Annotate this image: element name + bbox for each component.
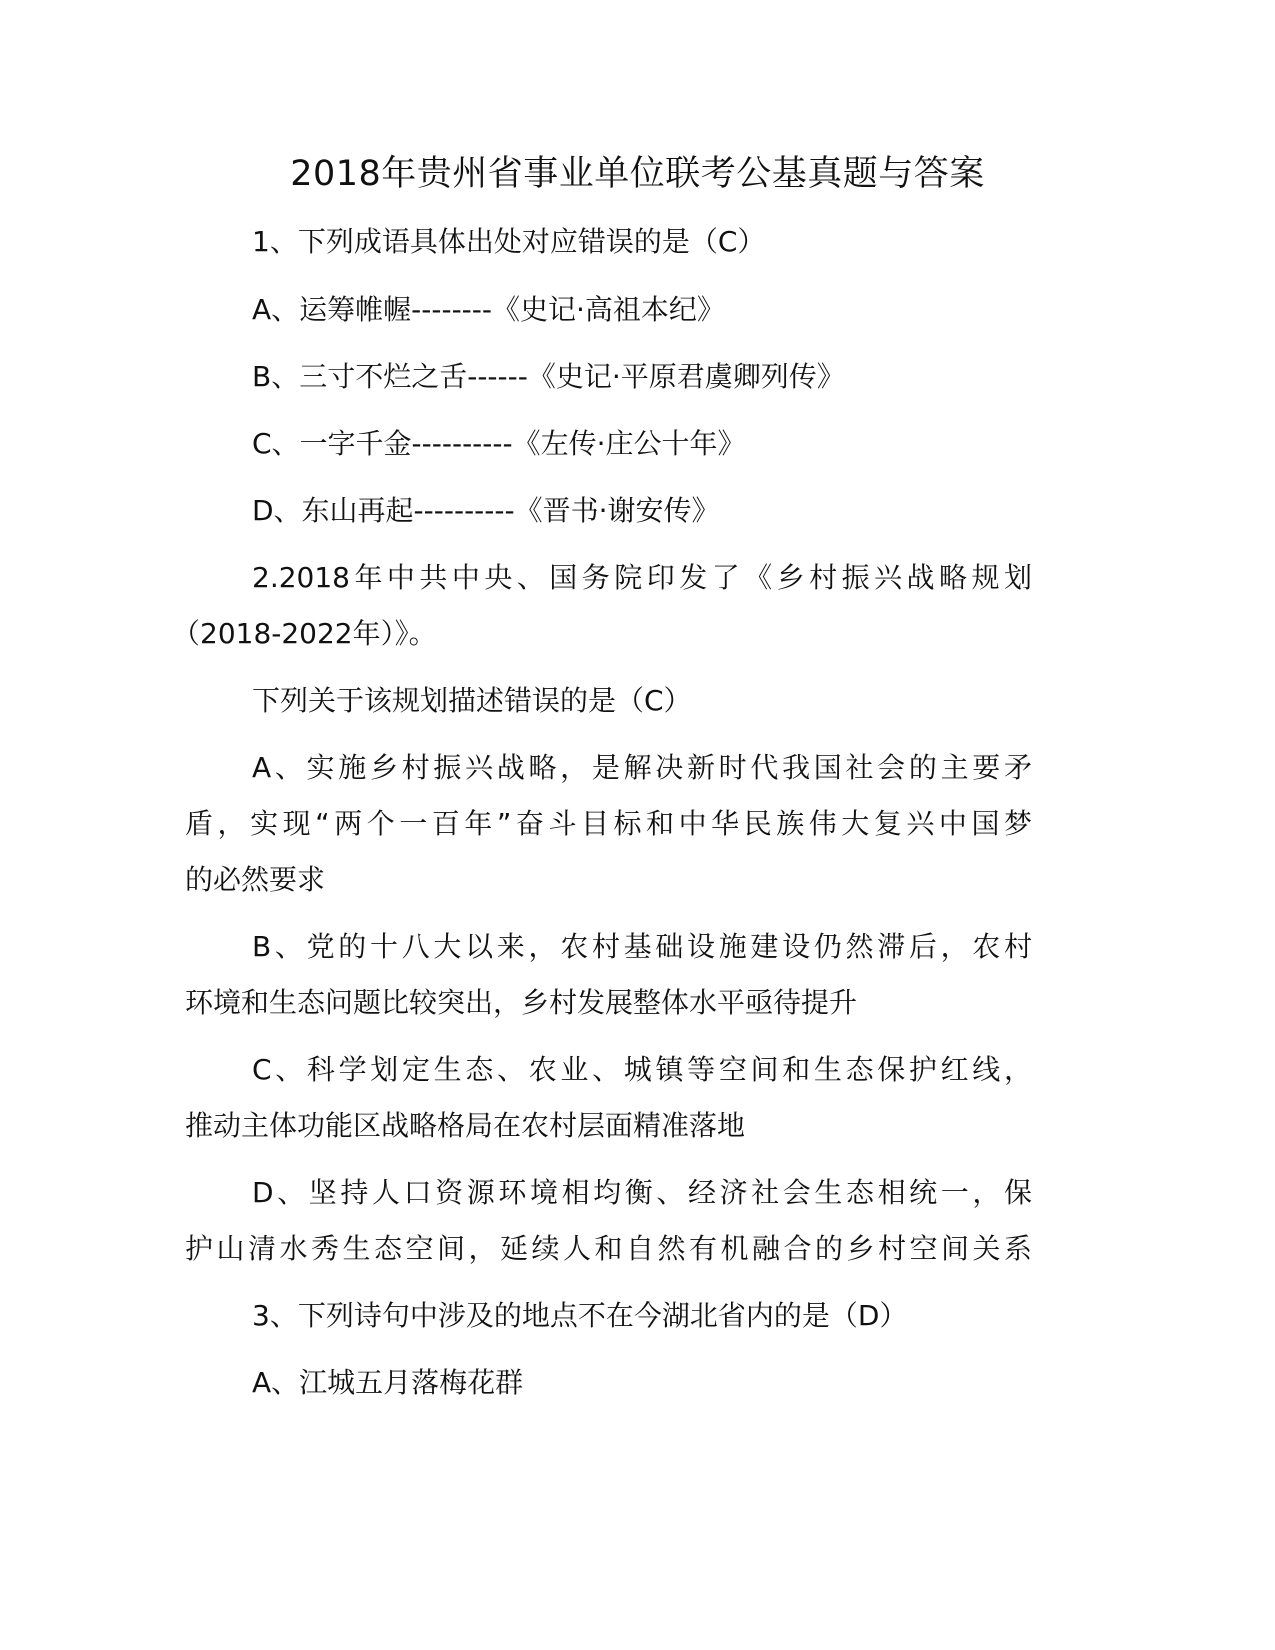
question-1-option-b: B、三寸不烂之舌------《史记·平原君虞卿列传》 [252, 360, 845, 393]
question-2-stem-line-1: 2.2018年中共中央、国务院印发了《乡村振兴战略规划 [252, 561, 1032, 594]
question-2-option-a-line-1: A、实施乡村振兴战略，是解决新时代我国社会的主要矛 [252, 751, 1032, 784]
question-1-option-a: A、运筹帷幄--------《史记·高祖本纪》 [252, 293, 725, 326]
question-2-option-b-line-2: 环境和生态问题比较突出，乡村发展整体水平亟待提升 [185, 986, 858, 1019]
document-title: 2018年贵州省事业单位联考公基真题与答案 [290, 154, 985, 194]
question-2-option-d-line-2: 护山清水秀生态空间，延续人和自然有机融合的乡村空间关系 [185, 1232, 1032, 1265]
question-2-option-a-line-2: 盾，实现“两个一百年”奋斗目标和中华民族伟大复兴中国梦 [185, 807, 1032, 840]
question-3-stem: 3、下列诗句中涉及的地点不在今湖北省内的是（D） [252, 1299, 908, 1332]
question-2-option-b-line-1: B、党的十八大以来，农村基础设施建设仍然滞后，农村 [252, 930, 1032, 963]
question-2-option-c-line-2: 推动主体功能区战略格局在农村层面精准落地 [185, 1109, 746, 1142]
question-2-stem-line-2: （2018-2022年）》。 [172, 617, 437, 650]
question-2-option-c-line-1: C、科学划定生态、农业、城镇等空间和生态保护红线， [252, 1053, 1032, 1086]
question-3-option-a: A、江城五月落梅花群 [252, 1366, 524, 1399]
question-2-option-a-line-3: 的必然要求 [185, 863, 326, 896]
question-1-stem: 1、下列成语具体出处对应错误的是（C） [252, 225, 766, 258]
question-2-option-d-line-1: D、坚持人口资源环境相均衡、经济社会生态相统一，保 [252, 1176, 1032, 1209]
question-2-prompt: 下列关于该规划描述错误的是（C） [252, 684, 692, 717]
question-1-option-c: C、一字千金----------《左传·庄公十年》 [252, 427, 746, 460]
question-1-option-d: D、东山再起----------《晋书·谢安传》 [252, 494, 720, 527]
